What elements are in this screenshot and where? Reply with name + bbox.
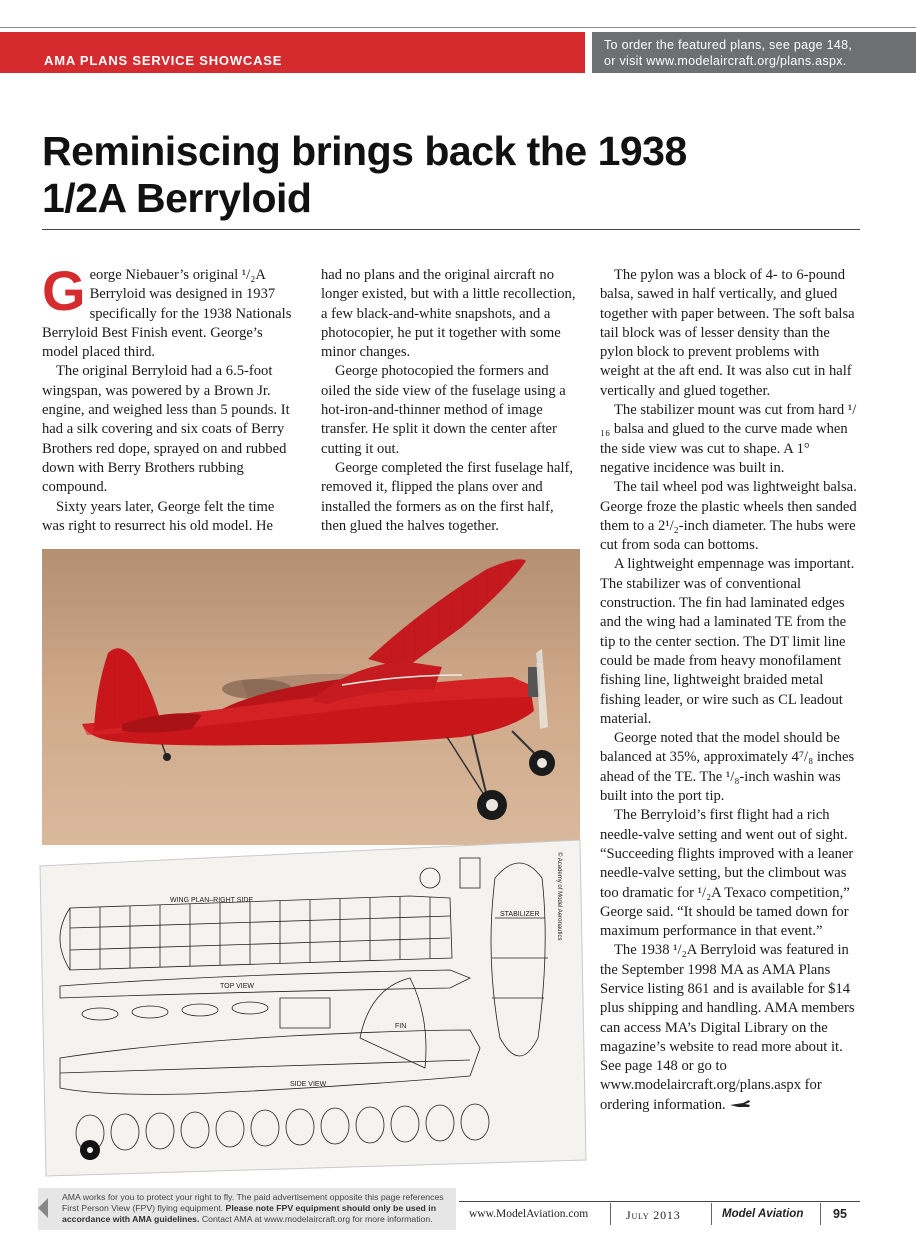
title-rule: [42, 229, 860, 230]
footer-rule: [459, 1201, 860, 1202]
paragraph: Sixty years later, George felt the time was right to resurrect his old model. He: [42, 498, 275, 534]
order-line-1: To order the featured plans, see page 148,: [604, 38, 853, 52]
paragraph: George photocopied the formers and oiled the side view of the fuselage using a hot-iron-and-thinner method of image transfer. He split it down the center after cutting it out.: [321, 363, 566, 457]
order-line-2: or visit www.modelaircraft.org/plans.aspx.: [604, 54, 847, 68]
paragraph: The pylon was a block of 4- to 6-pound balsa, sawed in half vertically, and glued together with paper between. The soft balsa tail block was of lesser density than the pylon block to prevent problems with weight at the aft end. It was also cut in half vertically and glued together.: [600, 267, 855, 399]
plans-drawing: [30, 838, 592, 1178]
footer-issue: July 2013: [626, 1208, 681, 1222]
notice-arrow-icon: [38, 1198, 48, 1218]
paragraph: George Niebauer’s original ¹/₂A Berryloid was designed in 1937 specifically for the 1938 Nationals Berryloid Best Finish event. George’s model placed third.: [42, 259, 292, 361]
end-mark-plane-icon: [729, 1099, 751, 1109]
plans-label-top: TOP VIEW: [220, 983, 254, 990]
plans-copyright: © Academy of Model Aeronautics: [556, 852, 562, 941]
page-number: 95: [833, 1207, 847, 1221]
paragraph: The original Berryloid had a 6.5-foot wingspan, was powered by a Brown Jr. engine, and weighed less than 5 pounds. It had a silk covering and six coats of Berry Brothers red dope, sprayed on and rubbed down with Berry Brothers rubbing compound.: [42, 363, 290, 496]
paragraph: A lightweight empennage was important. The stabilizer was of conventional construction. The fin had laminated edges and the wing had a laminated TE from the tip to the center section. The DT limit line could be made from heavy monofilament fishing line, lightweight braided metal fishing leader, or wire such as CL leadout material.: [600, 556, 855, 727]
title-line-2: 1/2A Berryloid: [42, 175, 312, 221]
footer-divider: [711, 1203, 712, 1225]
fpv-notice: [38, 1188, 456, 1230]
article-title: [42, 128, 862, 222]
column-3: [600, 266, 862, 1115]
paragraph: The tail wheel pod was lightweight balsa. George froze the plastic wheels then sanded them to a 2¹/₂-inch diameter. The hubs were cut from soda can bottoms.: [600, 479, 857, 554]
notice-tail: Contact AMA at www.modelaircraft.org for more information.: [201, 1214, 433, 1224]
order-banner: [592, 32, 916, 73]
paragraph: The stabilizer mount was cut from hard ¹/₁₆ balsa and glued to the curve made when the side view was cut to shape. A 1° negative incidence was built in.: [600, 402, 857, 476]
paragraph: had no plans and the original aircraft no longer existed, but with a little recollection, a few black-and-white snapshots, and a photocopier, he put it together with some minor changes.: [321, 267, 576, 361]
plans-label-side: SIDE VIEW: [290, 1081, 327, 1088]
paragraph: The Berryloid’s first flight had a rich needle-valve setting and went out of sight. “Succeeding flights improved with a leaner needle-valve setting, but the climbout was too dramatic for ¹/₂A Texaco competition,” George said. “It should be tamed down for maximum performance in that event.”: [600, 807, 854, 940]
footer-website[interactable]: www.ModelAviation.com: [469, 1208, 589, 1220]
footer-divider: [820, 1203, 821, 1225]
plans-label-fin: FIN: [395, 1023, 407, 1030]
footer-divider: [610, 1203, 611, 1225]
aircraft-photo: [42, 549, 580, 845]
column-2: [321, 266, 581, 536]
notice-bold: Please note FPV equipment should only be used in accordance with AMA guidelines.: [62, 1203, 436, 1224]
plans-label-stab: STABILIZER: [500, 911, 540, 918]
title-line-1: Reminiscing brings back the 1938: [42, 128, 687, 174]
section-banner: [0, 32, 585, 73]
footer-magazine: Model Aviation: [722, 1208, 804, 1220]
paragraph: George completed the first fuselage half, removed it, flipped the plans over and installed the formers as on the first half, then glued the halves together.: [321, 459, 574, 534]
drop-cap: G: [42, 259, 86, 322]
column-1: [42, 259, 298, 536]
paragraph: George noted that the model should be balanced at 35%, approximately 4⁷/₈ inches ahead of the TE. The ¹/₈-inch washin was built into the port tip.: [600, 730, 855, 805]
top-rule: [0, 27, 916, 28]
section-label: AMA PLANS SERVICE SHOWCASE: [44, 53, 283, 68]
paragraph: The 1938 ¹/₂A Berryloid was featured in the September 1998 MA as AMA Plans Service listing 861 and is available for $14 plus shipping and handling. AMA members can access MA’s Digital Library on the magazine’s website to read more about it. See page 148 or go to www.modelaircraft.org/plans.aspx for ordering information.: [600, 942, 855, 1113]
notice-text: AMA works for you to protect your right to fly. The paid advertisement opposite this page references First Person View (FPV) flying equipment.: [62, 1192, 444, 1213]
plans-label-wing: WING PLAN–RIGHT SIDE: [170, 897, 254, 904]
